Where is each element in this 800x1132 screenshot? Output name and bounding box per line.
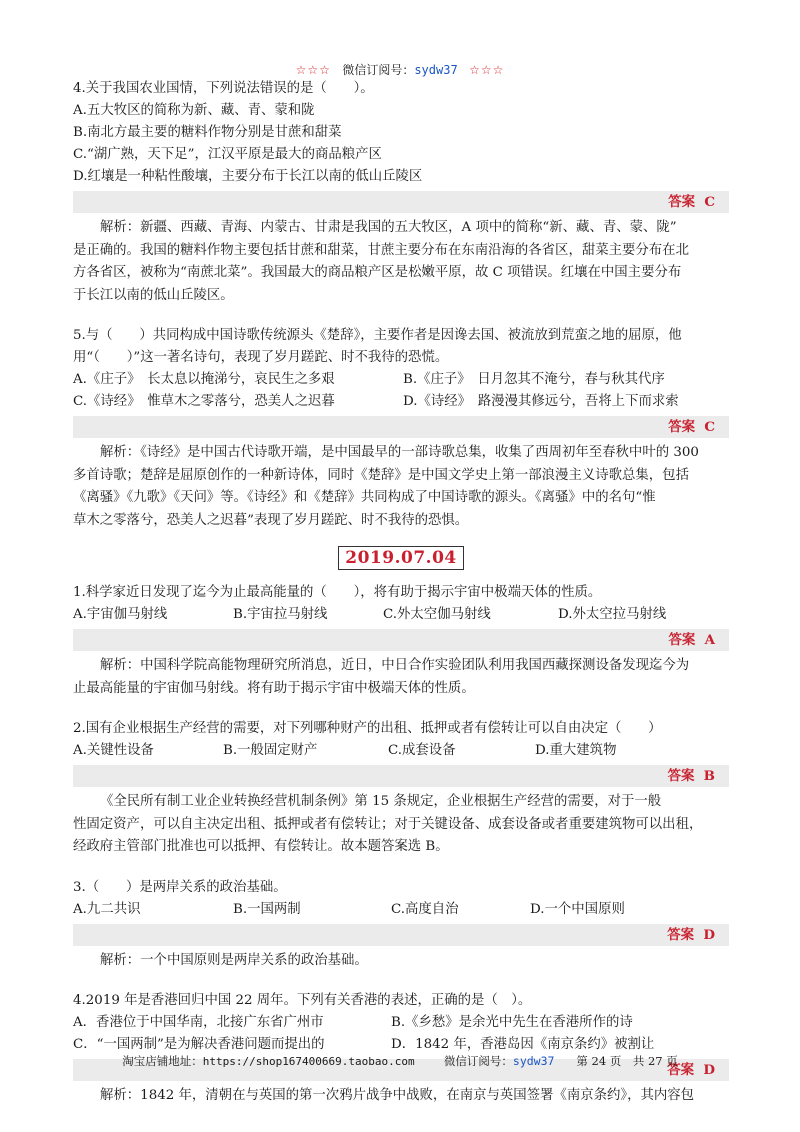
option: B.宇宙拉马射线: [233, 607, 328, 622]
main-content: [73, 78, 729, 1108]
answer-label: 答案: [667, 768, 695, 784]
option: C．“一国两制”是为解决香港问题而提出的: [73, 1037, 325, 1052]
option: C.“湖广熟，天下足”，江汉平原是最大的商品粮产区: [73, 147, 382, 162]
option: C.《诗经》 惟草木之零落兮，恐美人之迟暮: [73, 394, 335, 409]
option-row: [73, 1012, 729, 1034]
question-block: [73, 718, 729, 859]
answer-bar: [73, 629, 729, 651]
option: D.重大建筑物: [535, 743, 617, 758]
option: A.宇宙伽马射线: [73, 607, 168, 622]
footer-wx-label: 微信订阅号：: [443, 1054, 513, 1068]
option: A.关键性设备: [73, 743, 154, 758]
option: C.高度自治: [391, 901, 459, 917]
option: D.《诗经》 路漫漫其修远兮，吾将上下而求索: [403, 394, 679, 409]
option: A.《庄子》 长太息以掩涕兮，哀民生之多艰: [73, 372, 335, 387]
analysis-line: 方各省区，被称为“南蔗北菜”。我国最大的商品粮产区是松嫩平原，故 C 项错误。红壤在中国主要分布: [73, 265, 682, 280]
answer-label: 答案: [668, 632, 696, 648]
question-stem: 5.与（ ）共同构成中国诗歌传统源头《楚辞》，主要作者是因谗去国、被流放到荒蛮之地的屈原，他: [73, 328, 682, 343]
answer-value: C: [704, 194, 715, 210]
answer-value: A: [704, 632, 715, 648]
analysis-line: 《离骚》《九歌》《天问》等。《诗经》和《楚辞》共同构成了中国诗歌的源头。《离骚》中的名句“惟: [73, 490, 656, 505]
question-block: [73, 990, 729, 1108]
option: B.《庄子》 日月忽其不淹兮，春与秋其代序: [403, 372, 665, 387]
analysis-line: 是正确的。我国的糖料作物主要包括甘蔗和甜菜，甘蔗主要分布在东南沿海的各省区，甜菜主要分布在北: [73, 242, 689, 258]
analysis-line: 经政府主管部门批准也可以抵押、有偿转让。故本题答案选 B。: [73, 839, 449, 854]
answer-bar: [73, 765, 729, 787]
option: B.一国两制: [233, 901, 301, 917]
analysis-line: 草木之零落兮，恐美人之迟暮”表现了岁月蹉跎、时不我待的恐惧。: [73, 512, 469, 528]
question-block: [73, 325, 729, 532]
option: D.外太空拉马射线: [558, 607, 667, 622]
option: B.南北方最主要的糖料作物分别是甘蔗和甜菜: [73, 125, 342, 140]
option: D．1842 年，香港岛因《南京条约》被割让: [391, 1037, 655, 1052]
analysis-line: 解析：《诗经》是中国古代诗歌开端，是中国最早的一部诗歌总集，收集了西周初年至春秋中叶的 300: [100, 445, 699, 460]
analysis-line: 解析：中国科学院高能物理研究所消息，近日，中日合作实验团队利用我国西藏探测设备发现迄今为: [100, 658, 690, 673]
footer-shop-label: 淘宝店铺地址：: [122, 1054, 203, 1068]
answer-value: B: [703, 768, 715, 784]
analysis-line: 多首诗歌；楚辞是屈原创作的一种新诗体，同时《楚辞》是中国文学史上第一部浪漫主义诗歌总集，包括: [73, 467, 689, 483]
answer-value: C: [704, 419, 715, 435]
answer-label: 答案: [668, 194, 695, 210]
question-stem: 2.国有企业根据生产经营的需要，对下列哪种财产的出租、抵押或者有偿转让可以自由决定（ ）: [73, 721, 662, 736]
question-stem: 1.科学家近日发现了迄今为止最高能量的（ ），将有助于揭示宇宙中极端天体的性质。: [73, 585, 602, 600]
analysis-line: 于长江以南的低山丘陵区。: [73, 287, 234, 303]
question-stem: 3.（ ）是两岸关系的政治基础。: [73, 879, 287, 895]
question-stem: 4.关于我国农业国情，下列说法错误的是（ ）。: [73, 81, 374, 96]
analysis-line: 解析：一个中国原则是两岸关系的政治基础。: [100, 952, 368, 968]
question-block: [73, 582, 729, 700]
option-row: [73, 369, 729, 391]
answer-value: D: [703, 1062, 715, 1078]
option: D.一个中国原则: [530, 901, 625, 917]
option-row: [73, 391, 729, 413]
answer-value: D: [703, 926, 715, 943]
page-footer: [0, 1053, 800, 1069]
date-heading-wrap: [73, 546, 729, 570]
answer-bar: [73, 924, 729, 946]
footer-shop-link[interactable]: https://shop167400669.taobao.com: [202, 1055, 415, 1068]
option: C.成套设备: [388, 743, 456, 758]
header-label: 微信订阅号：: [342, 63, 415, 77]
footer-wx-account: sydw37: [512, 1054, 555, 1068]
analysis-line: 止最高能量的宇宙伽马射线。将有助于揭示宇宙中极端天体的性质。: [73, 680, 475, 696]
answer-bar: [73, 191, 729, 213]
option-row: [73, 604, 729, 626]
question-block: [73, 78, 729, 307]
analysis-line: 《全民所有制工业企业转换经营机制条例》第 15 条规定，企业根据生产经营的需要，对于一般: [100, 794, 662, 809]
option: A.五大牧区的简称为新、藏、青、蒙和陇: [73, 103, 315, 118]
option: A.九二共识: [73, 901, 141, 917]
question-block: [73, 877, 729, 973]
analysis-line: 解析：1842 年，清朝在与英国的第一次鸦片战争中战败，在南京与英国签署《南京条约》，其内容包: [100, 1088, 695, 1103]
analysis-line: 性固定资产，可以自主决定出租、抵押或者有偿转让；对于关键设备、成套设备或者重要建筑物可以出租，: [73, 816, 703, 832]
option: B.一般固定财产: [223, 743, 318, 758]
date-heading: 2019.07.04: [338, 546, 463, 570]
answer-bar: [73, 416, 729, 438]
page-number: 第 24 页 共 27 页: [576, 1054, 678, 1068]
header-account: sydw37: [414, 63, 458, 77]
option-row: [73, 899, 729, 921]
question-stem: 4.2019 年是香港回归中国 22 周年。下列有关香港的表述，正确的是（ ）。: [73, 993, 532, 1008]
answer-label: 答案: [667, 1062, 695, 1078]
option: D.红壤是一种粘性酸壤，主要分布于长江以南的低山丘陵区: [73, 169, 423, 184]
option-row: [73, 740, 729, 762]
analysis-line: 解析：新疆、西藏、青海、内蒙古、甘肃是我国的五大牧区，A 项中的简称“新、藏、青、蒙、陇”: [100, 220, 677, 235]
star-icons-left: ☆☆☆: [295, 63, 331, 77]
answer-label: 答案: [668, 419, 695, 435]
star-icons-right: ☆☆☆: [469, 63, 505, 77]
answer-label: 答案: [667, 926, 695, 943]
option: B.《乡愁》是余光中先生在香港所作的诗: [391, 1015, 633, 1030]
option: A．香港位于中国华南，北接广东省广州市: [73, 1015, 324, 1030]
question-stem: 用“（ ）”这一著名诗句，表现了岁月蹉跎、时不我待的恐慌。: [73, 350, 449, 365]
option: C.外太空伽马射线: [383, 607, 491, 622]
page-header: [0, 61, 800, 78]
